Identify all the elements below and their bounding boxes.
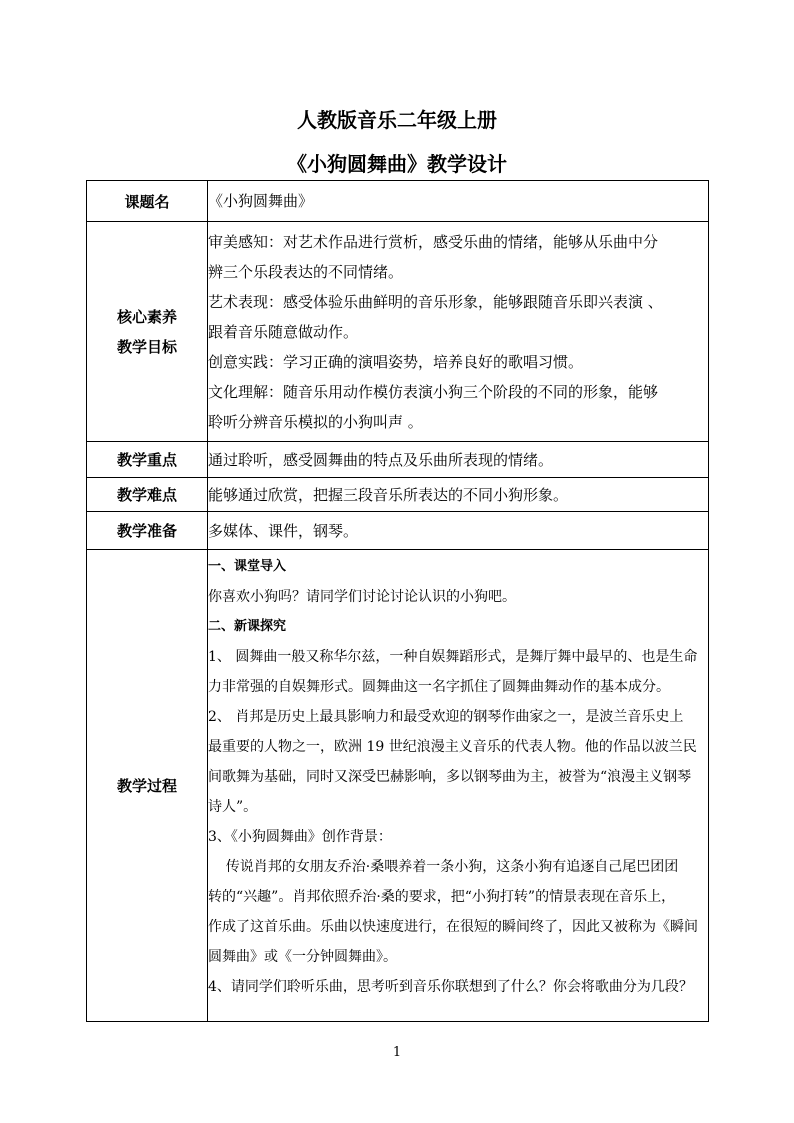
- preparation-value: [208, 512, 709, 550]
- table-row-process: [87, 550, 709, 1022]
- table-row-difficulties: [87, 478, 709, 512]
- goals-line: 聆听分辨音乐模拟的小狗叫声 。: [208, 412, 423, 431]
- preparation-label: 教学准备: [87, 512, 208, 550]
- goals-line: 辨三个乐段表达的不同情绪。: [208, 262, 404, 281]
- process-line: 圆舞曲》或《一分钟圆舞曲》。: [208, 949, 397, 965]
- process-line: 传说肖邦的女朋友乔治·桑喂养着一条小狗，这条小狗有追逐自己尾巴团团: [208, 859, 679, 875]
- process-line: 诗人”。: [208, 799, 258, 815]
- process-line: 1、 圆舞曲一般又称华尔兹，一种自娱舞蹈形式，是舞厅舞中最早的、也是生命: [208, 649, 698, 665]
- goals-line: 文化理解：随音乐用动作模仿表演小狗三个阶段的不同的形象，能够: [208, 382, 659, 401]
- topic-value: [208, 181, 709, 222]
- key-points-label: 教学重点: [87, 442, 208, 478]
- key-points-value: [208, 442, 709, 478]
- goals-line: 艺术表现：感受体验乐曲鲜明的音乐形象，能够跟随音乐即兴表演 、: [208, 292, 663, 311]
- difficulties-text: 能够通过欣赏，把握三段音乐所表达的不同小狗形象。: [208, 485, 569, 504]
- process-line: 作成了这首乐曲。乐曲以快速度进行，在很短的瞬间终了，因此又被称为《瞬间: [208, 919, 698, 935]
- difficulties-value: [208, 478, 709, 512]
- process-line: 最重要的人物之一，欧洲 19 世纪浪漫主义音乐的代表人物。他的作品以波兰民: [208, 739, 697, 755]
- process-heading: 一、课堂导入: [208, 559, 287, 574]
- table-row-topic: [87, 181, 709, 222]
- document-subtitle: 《小狗圆舞曲》教学设计: [287, 152, 507, 176]
- topic-label: 课题名: [87, 181, 208, 222]
- process-line: 2、 肖邦是历史上最具影响力和最受欢迎的钢琴作曲家之一，是波兰音乐史上: [208, 709, 684, 725]
- goals-line: 审美感知：对艺术作品进行赏析，感受乐曲的情绪，能够从乐曲中分: [208, 232, 659, 251]
- key-points-text: 通过聆听，感受圆舞曲的特点及乐曲所表现的情绪。: [208, 450, 554, 469]
- process-line: 间歌舞为基础，同时又深受巴赫影响，多以钢琴曲为主，被誉为“浪漫主义钢琴: [208, 769, 692, 785]
- goals-line: 跟着音乐随意做动作。: [208, 322, 359, 341]
- goals-label-line1: 核心素养: [116, 307, 177, 326]
- process-content: [208, 550, 709, 1022]
- goals-label-line2: 教学目标: [116, 337, 177, 356]
- lesson-plan-table: [86, 180, 709, 1022]
- process-line: 4、请同学们聆听乐曲，思考听到音乐你联想到了什么？你会将歌曲分为几段？: [208, 979, 693, 995]
- process-label: 教学过程: [87, 550, 208, 1022]
- preparation-text: 多媒体、课件，钢琴。: [208, 521, 359, 540]
- goals-line: 创意实践：学习正确的演唱姿势，培养良好的歌唱习惯。: [208, 352, 584, 371]
- process-line: 转的“兴趣”。肖邦依照乔治·桑的要求，把“小狗打转”的情景表现在音乐上，: [208, 889, 676, 905]
- process-line: 3、《小狗圆舞曲》创作背景：: [208, 829, 392, 845]
- goals-label: [87, 222, 208, 442]
- difficulties-label: 教学难点: [87, 478, 208, 512]
- goals-content: [208, 222, 709, 442]
- process-line: 你喜欢小狗吗？请同学们讨论讨论认识的小狗吧。: [208, 589, 516, 605]
- table-row-goals: [87, 222, 709, 442]
- process-heading: 二、新课探究: [208, 619, 287, 634]
- table-row-key-points: [87, 442, 709, 478]
- topic-text: 《小狗圆舞曲》: [208, 192, 314, 210]
- page-number: 1: [392, 1045, 402, 1060]
- process-line: 力非常强的自娱舞形式。圆舞曲这一名字抓住了圆舞曲舞动作的基本成分。: [208, 679, 670, 695]
- table-row-preparation: [87, 512, 709, 550]
- document-title: 人教版音乐二年级上册: [297, 108, 497, 132]
